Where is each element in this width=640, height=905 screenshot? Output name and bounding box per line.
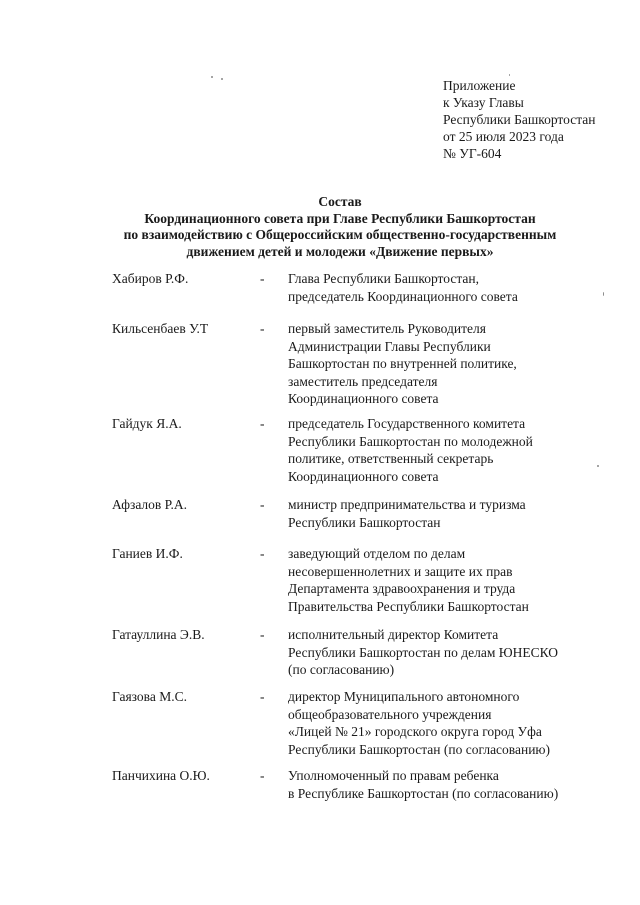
title-line: Состав (318, 194, 362, 209)
role-line: общеобразовательного учреждения (288, 706, 492, 722)
role-line: несовершеннолетних и защите их прав (288, 563, 513, 579)
member-dash: - (260, 768, 265, 783)
member-dash: - (260, 689, 265, 704)
role-line: первый заместитель Руководителя (288, 321, 486, 336)
member-dash: - (260, 416, 265, 431)
appendix-line: к Указу Главы (443, 95, 524, 110)
member-name: Афзалов Р.А. (112, 497, 187, 512)
role-line: заведующий отделом по делам (288, 546, 466, 561)
role-line: Координационного совета (288, 391, 439, 407)
role-line: «Лицей № 21» городского округа город Уфа (288, 724, 542, 740)
member-dash: - (260, 497, 265, 512)
role-line: министр предпринимательства и туризма (288, 497, 526, 512)
member-role (288, 270, 618, 305)
member-role (288, 688, 618, 758)
role-line: политике, ответственный секретарь (288, 451, 494, 467)
role-line: Республики Башкортостан (по согласованию) (288, 741, 551, 757)
member-role (288, 545, 618, 615)
member-role (288, 415, 618, 485)
member-role (288, 320, 618, 408)
member-name: Гайдук Я.А. (112, 416, 182, 431)
role-line: в Республике Башкортостан (по согласованию) (288, 785, 559, 801)
role-line: заместитель председателя (288, 373, 438, 389)
scan-speck (603, 292, 604, 296)
scan-speck (509, 74, 510, 76)
role-line: Координационного совета (288, 468, 439, 484)
member-dash: - (260, 271, 265, 286)
member-name: Ганиев И.Ф. (112, 546, 183, 561)
appendix-line: Республики Башкортостан (443, 112, 596, 127)
role-line: Администрации Главы Республики (288, 338, 491, 354)
scan-speck (221, 78, 223, 80)
role-line: Департамента здравоохранения и труда (288, 581, 516, 597)
member-name: Панчихина О.Ю. (112, 768, 210, 783)
title-line: Координационного совета при Главе Республики Башкортостан (144, 210, 536, 226)
member-name: Кильсенбаев У.Т (112, 321, 209, 336)
member-role (288, 496, 618, 531)
scan-speck (597, 465, 599, 467)
member-role (288, 767, 618, 802)
role-line: Республики Башкортостан по делам ЮНЕСКО (288, 644, 559, 660)
role-line: Республики Башкортостан (288, 514, 441, 530)
member-dash: - (260, 546, 265, 561)
member-dash: - (260, 321, 265, 336)
role-line: исполнительный директор Комитета (288, 627, 499, 642)
role-line: (по согласованию) (288, 662, 395, 678)
title-line: движением детей и молодежи «Движение первых» (186, 243, 494, 259)
appendix-line: Приложение (443, 78, 516, 93)
member-name: Гаязова М.С. (112, 689, 187, 704)
role-line: Уполномоченный по правам ребенка (288, 768, 499, 783)
role-line: Республики Башкортостан по молодежной (288, 433, 533, 449)
role-line: Глава Республики Башкортостан, (288, 271, 479, 286)
appendix-line: № УГ-604 (443, 146, 502, 161)
role-line: председатель Государственного комитета (288, 416, 526, 431)
role-line: председатель Координационного совета (288, 288, 518, 304)
member-name: Гатауллина Э.В. (112, 627, 205, 642)
role-line: Башкортостан по внутренней политике, (288, 356, 517, 372)
role-line: Правительства Республики Башкортостан (288, 598, 529, 614)
scan-speck (211, 76, 213, 78)
member-name: Хабиров Р.Ф. (112, 271, 189, 286)
role-line: директор Муниципального автономного (288, 689, 520, 704)
title-line: по взаимодействию с Общероссийским общественно-государственным (123, 227, 557, 242)
member-dash: - (260, 627, 265, 642)
appendix-line: от 25 июля 2023 года (443, 129, 564, 144)
member-role (288, 626, 618, 679)
